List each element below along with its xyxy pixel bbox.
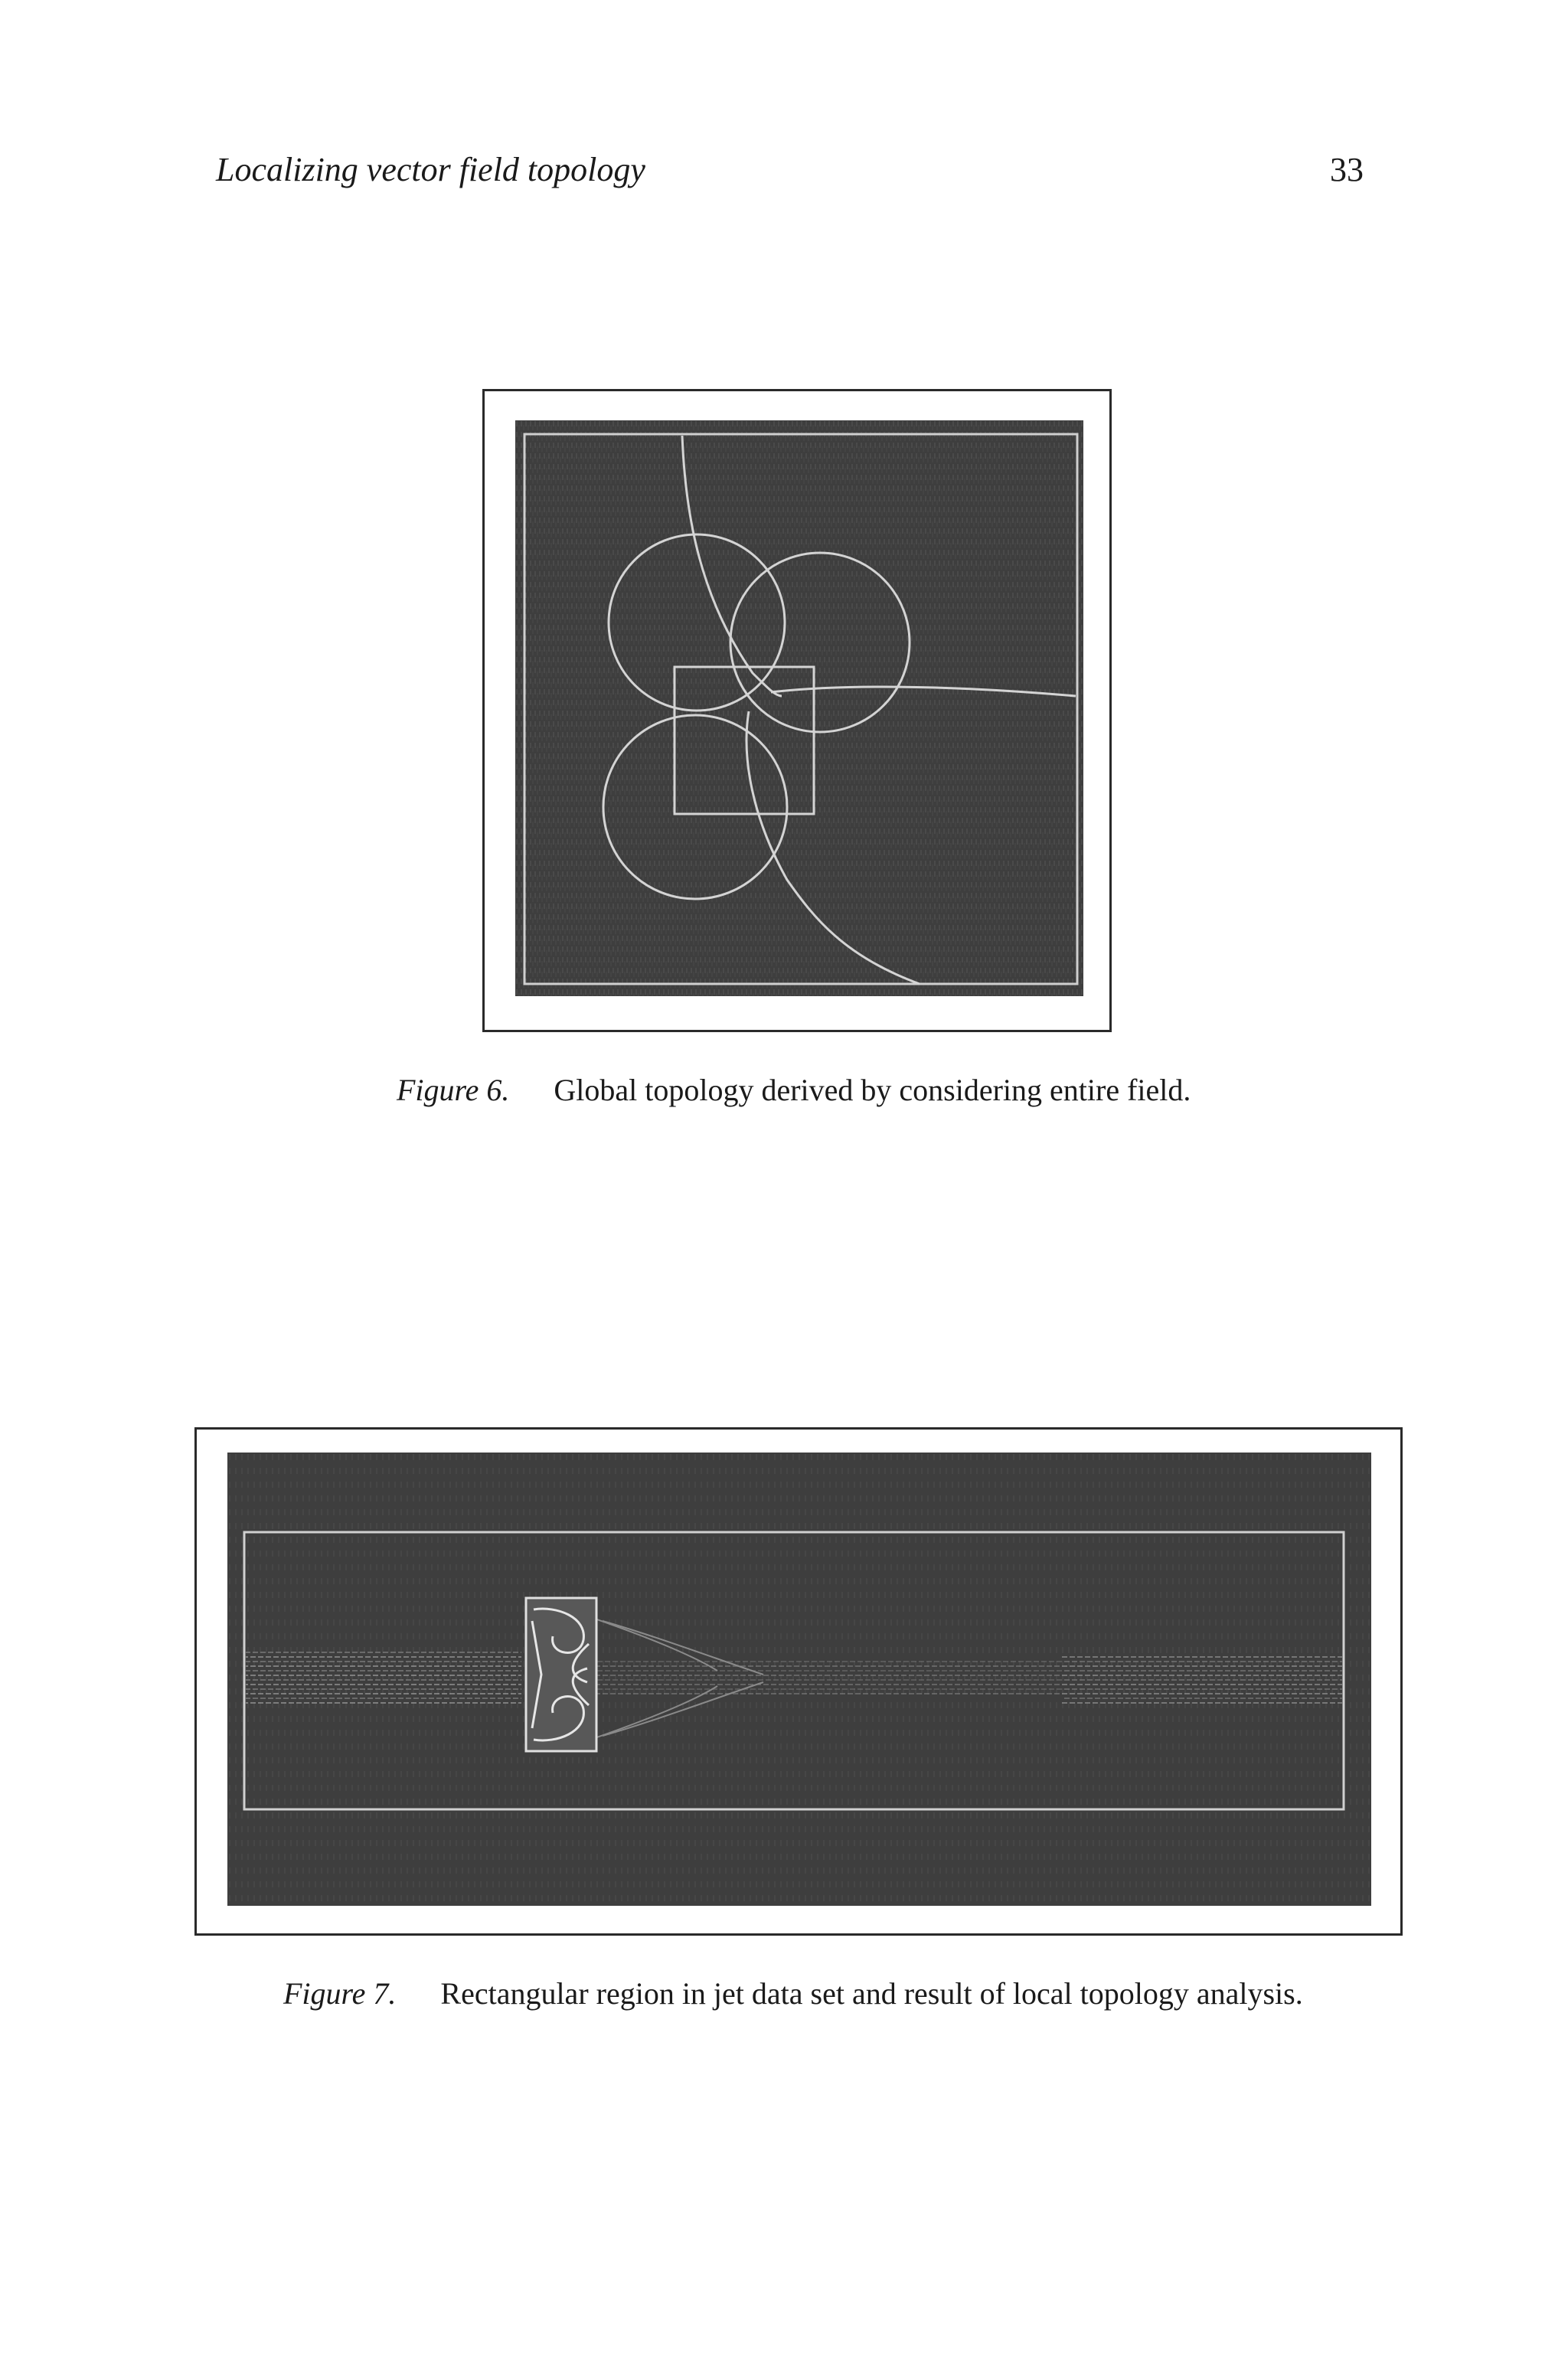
figure-6-caption [397, 1072, 1191, 1108]
global-topology-plot [515, 420, 1083, 996]
jet-core-right [1062, 1653, 1342, 1704]
figure-6-image [515, 420, 1083, 996]
figure-7-label: Figure 7. [283, 1976, 397, 2011]
figure-6-frame [482, 389, 1112, 1032]
figure-6-caption-text: Global topology derived by considering entire field. [554, 1073, 1191, 1107]
jet-data-plot [227, 1453, 1371, 1906]
figure-7-caption-text: Rectangular region in jet data set and result of local topology analysis. [440, 1976, 1303, 2011]
running-head-title: Localizing vector field topology [216, 151, 645, 188]
local-region [526, 1598, 596, 1751]
page-number: 33 [1330, 151, 1364, 188]
jet-core-middle [526, 1659, 1062, 1698]
figure-7-frame [194, 1427, 1403, 1936]
figure-7-image [227, 1453, 1371, 1906]
figure-7-caption [283, 1975, 1303, 2011]
local-region-rectangle [526, 1598, 596, 1751]
figure-6-label: Figure 6. [397, 1073, 510, 1107]
jet-core-left [246, 1652, 521, 1705]
field-texture [515, 420, 1083, 996]
